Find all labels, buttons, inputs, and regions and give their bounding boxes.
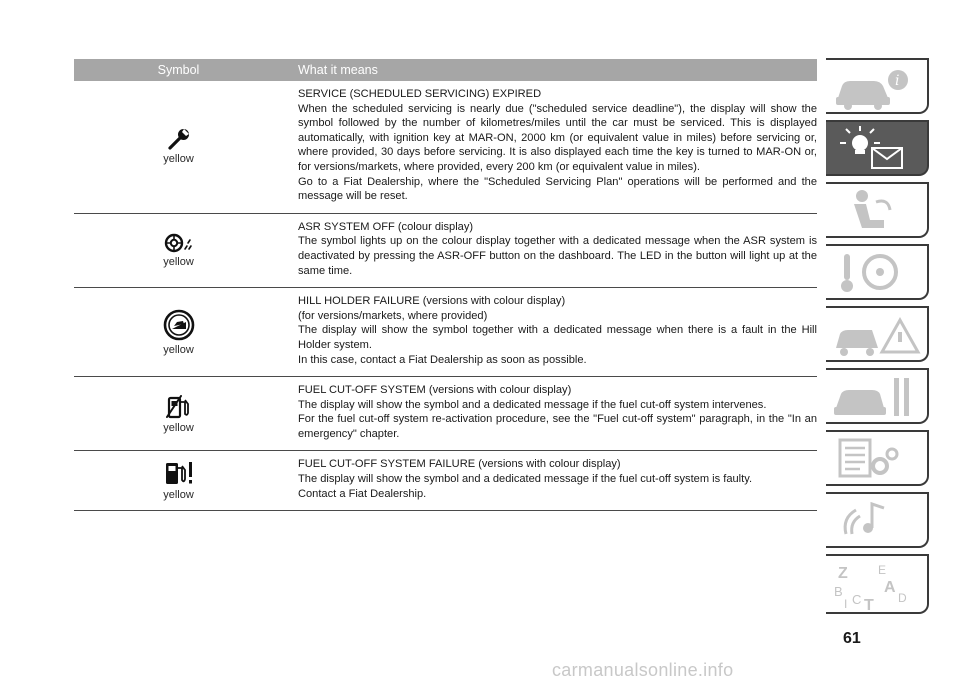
svg-text:C: C — [852, 592, 862, 607]
tab-warning-lights-messages[interactable] — [826, 120, 929, 176]
svg-text:A: A — [884, 579, 896, 596]
row-text: The display will show the symbol together with a dedicated message when there is a fault in the Hill Holder system. — [298, 324, 817, 351]
watermark: carmanualsonline.info — [552, 660, 734, 680]
table-row — [74, 451, 817, 511]
row-title: SERVICE (SCHEDULED SERVICING) EXPIRED — [298, 88, 542, 100]
symbol-color-label: yellow — [163, 255, 194, 268]
row-text: When the scheduled servicing is nearly due ("scheduled service deadline"), the display will show the symbol followed by the number of kilometres/miles until the car must be serviced. This is displayed automatically, with ignition key at MAR-ON, 2000 km (or equivalent value in miles) before servicing or, where provided, 30 days before servicing. It is also displayed each time the key is turned to MAR-ON or, for versions/markets, where provided, every 200 km (or equivalent value in miles). — [298, 102, 817, 173]
tab-starting-driving[interactable] — [826, 244, 929, 300]
warning-symbols-table — [74, 59, 817, 511]
index-letters-icon — [832, 560, 922, 612]
wrench-icon — [167, 128, 191, 153]
meaning-cell — [283, 81, 817, 213]
svg-text:D: D — [898, 591, 907, 605]
symbol-cell — [74, 214, 283, 287]
row-text: (for versions/markets, where provided) — [298, 309, 488, 322]
row-title: HILL HOLDER FAILURE (versions with colour display) — [298, 295, 566, 308]
svg-text:B: B — [834, 584, 843, 599]
specifications-gears-icon — [832, 436, 922, 482]
symbol-color-label: yellow — [163, 422, 194, 435]
header-symbol: Symbol — [157, 63, 200, 77]
svg-text:Z: Z — [838, 565, 848, 582]
symbol-color-label: yellow — [163, 343, 194, 356]
seat-airbag-icon — [832, 188, 922, 234]
table-row — [74, 81, 817, 214]
header-meaning: What it means — [298, 63, 378, 77]
warning-light-message-icon — [832, 126, 922, 172]
symbol-cell — [74, 377, 283, 450]
key-steering-wheel-icon — [832, 250, 922, 296]
tab-car-info[interactable] — [826, 58, 929, 114]
asr-off-icon — [164, 233, 194, 256]
symbol-color-label: yellow — [163, 153, 194, 166]
row-title: ASR SYSTEM OFF (colour display) — [298, 220, 474, 233]
meaning-cell — [283, 214, 817, 287]
tab-emergency[interactable] — [826, 306, 929, 362]
symbol-color-label: yellow — [163, 489, 194, 502]
table-row — [74, 288, 817, 377]
hill-holder-icon — [163, 309, 195, 344]
car-info-icon — [832, 64, 922, 110]
svg-text:T: T — [864, 597, 874, 612]
row-text: For the fuel cut-off system re-activation procedure, see the "Fuel cut-off system" paragraph, in the "In an emergency" chapter. — [298, 413, 817, 440]
row-title: FUEL CUT-OFF SYSTEM FAILURE (versions with colour display) — [298, 458, 621, 471]
row-text: Go to a Fiat Dealership, where the "Scheduled Servicing Plan" operations will be performed and the message will be reset. — [298, 175, 817, 203]
row-text: The display will show the symbol and a dedicated message if the fuel cut-off system intervenes. — [298, 398, 767, 411]
meaning-cell — [283, 451, 817, 510]
tab-multimedia[interactable] — [826, 492, 929, 548]
fuel-cutoff-icon — [166, 393, 192, 422]
row-text: The display will show the symbol and a dedicated message if the fuel cut-off system is faulty. — [298, 473, 753, 486]
table-row — [74, 214, 817, 288]
symbol-cell — [74, 81, 283, 213]
fuel-cutoff-failure-icon — [164, 460, 194, 489]
multimedia-music-icon — [832, 498, 922, 544]
svg-text:i: i — [895, 73, 900, 89]
row-title: FUEL CUT-OFF SYSTEM (versions with colour display) — [298, 384, 572, 397]
table-row — [74, 377, 817, 451]
page-number: 61 — [843, 630, 861, 647]
tab-technical-data[interactable] — [826, 430, 929, 486]
table-header — [74, 59, 817, 81]
car-accident-warning-icon — [832, 312, 922, 358]
row-text: Contact a Fiat Dealership. — [298, 487, 427, 500]
svg-text:E: E — [878, 563, 887, 577]
meaning-cell — [283, 377, 817, 450]
tab-safety[interactable] — [826, 182, 929, 238]
svg-text:I: I — [844, 597, 848, 611]
tab-index[interactable] — [826, 554, 929, 614]
car-service-tools-icon — [832, 374, 922, 420]
symbol-cell — [74, 451, 283, 510]
tab-servicing[interactable] — [826, 368, 929, 424]
row-text: The symbol lights up on the colour display together with a dedicated message when the ASR system is deactivated by pressing the ASR-OFF button on the dashboard. The LED in the button will light up at the same time. — [298, 235, 817, 277]
symbol-cell — [74, 288, 283, 376]
meaning-cell — [283, 288, 817, 376]
row-text: In this case, contact a Fiat Dealership as soon as possible. — [298, 353, 587, 366]
